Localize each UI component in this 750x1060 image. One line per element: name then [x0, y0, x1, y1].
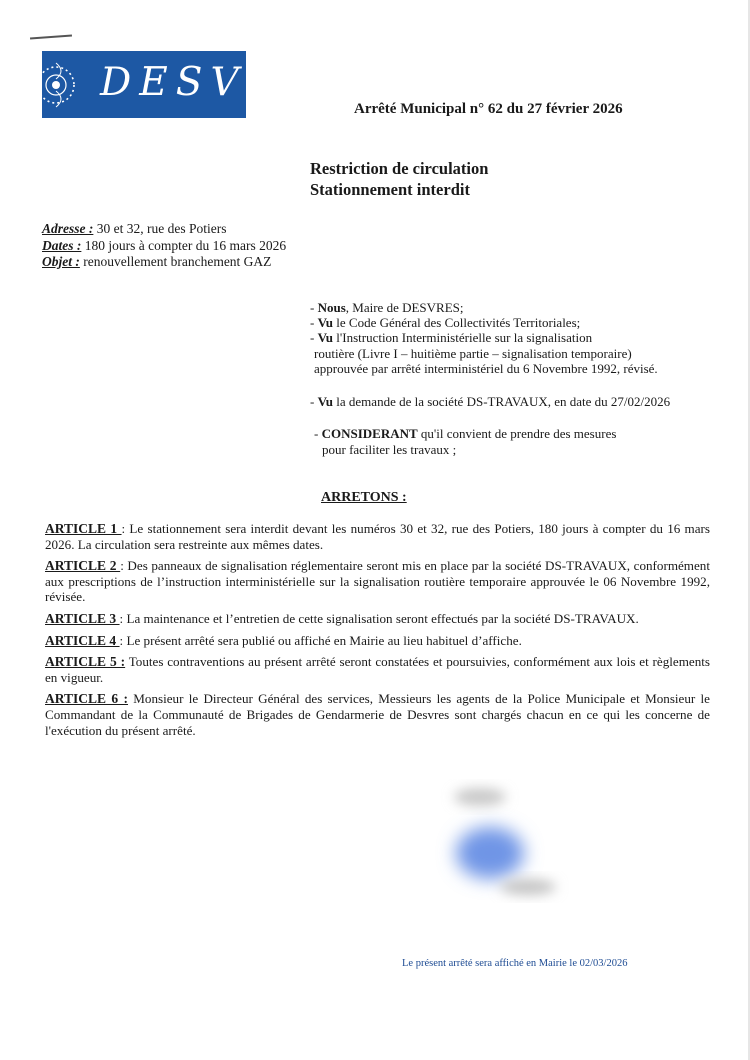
vu2-text: l'Instruction Interministérielle sur la signalisation	[333, 330, 593, 345]
consideration-considerant	[314, 426, 616, 457]
consideration-nous	[310, 300, 464, 316]
nous-prefix: -	[310, 300, 318, 315]
objet-value: renouvellement branchement GAZ	[79, 254, 272, 269]
adresse-label: Adresse :	[42, 221, 94, 236]
article-2	[45, 558, 710, 605]
article-label: ARTICLE 6 :	[45, 691, 129, 707]
consideration-vu-3	[310, 394, 670, 410]
article-label: ARTICLE 2	[45, 558, 121, 574]
blurred-signature-stamp	[432, 775, 582, 915]
article-label: ARTICLE 5 :	[45, 654, 126, 670]
nous-text: , Maire de DESVRES;	[345, 300, 464, 315]
objet-label: Objet :	[42, 254, 80, 269]
vu1-keyword: Vu	[317, 315, 334, 330]
title-line-2: Stationnement interdit	[310, 180, 470, 199]
article-text: Toutes contraventions au présent arrêté seront constatées et poursuivies, conformément aux lois et règlements en vigueur.	[45, 654, 710, 685]
article-label: ARTICLE 1	[45, 521, 122, 536]
vu2-keyword: Vu	[317, 330, 334, 345]
article-1	[45, 521, 710, 552]
cons-text: qu'il convient de prendre des mesures	[417, 426, 617, 441]
vu1-text: le Code Général des Collectivités Territoriales;	[333, 315, 581, 330]
article-5	[45, 654, 710, 685]
meta-dates	[42, 238, 286, 255]
title-line-1: Restriction de circulation	[310, 159, 489, 178]
meta-block	[42, 221, 286, 271]
article-6	[45, 691, 710, 738]
vu3-keyword: Vu	[317, 394, 334, 409]
adresse-value: 30 et 32, rue des Potiers	[93, 221, 227, 236]
dates-value: 180 jours à compter du 16 mars 2026	[81, 237, 287, 253]
logo-wordmark: DESVRES	[100, 60, 356, 105]
vu3-text: la demande de la société DS-TRAVAUX, en date du 27/02/2026	[333, 394, 671, 409]
article-4	[45, 633, 710, 649]
cons-keyword: CONSIDERANT	[321, 426, 418, 441]
nous-keyword: Nous	[317, 300, 346, 315]
vu3-prefix: -	[310, 394, 318, 409]
vu2-prefix: -	[310, 330, 318, 345]
vu2-line-2: routière (Livre I – huitième partie – signalisation temporaire)	[314, 345, 632, 361]
consideration-vu-2	[310, 330, 658, 377]
vu1-prefix: -	[310, 315, 318, 330]
desvres-logo	[42, 51, 356, 118]
article-3	[45, 611, 710, 627]
article-text: Monsieur le Directeur Général des services, Messieurs les agents de la Police Municipale et Monsieur le Commandant de la Communauté de Brigades de Gendarmerie de Desvres sont chargés chacun en ce qui les concerne de l'exécution du présent arrêté.	[45, 691, 710, 738]
article-text: : La maintenance et l’entretien de cette signalisation seront effectués par la société DS-TRAVAUX.	[119, 610, 639, 626]
article-label: ARTICLE 3	[45, 610, 120, 626]
article-text: : Le présent arrêté sera publié ou affiché en Mairie au lieu habituel d’affiche.	[119, 632, 522, 648]
cons-prefix: -	[314, 426, 322, 441]
cons-line-2: pour faciliter les travaux ;	[322, 441, 457, 457]
consideration-vu-1	[310, 315, 580, 331]
article-text: : Le stationnement sera interdit devant les numéros 30 et 32, rue des Potiers, 180 jours à compter du 16 mars 2026. La circulation sera restreinte aux mêmes dates.	[45, 521, 711, 552]
articles-list	[45, 521, 710, 744]
meta-objet	[42, 254, 286, 271]
vu2-line-3: approuvée par arrêté interministériel du 6 Novembre 1992, révisé.	[314, 361, 658, 376]
dates-label: Dates :	[42, 237, 82, 253]
pen-mark	[30, 35, 72, 40]
article-text: : Des panneaux de signalisation réglementaire seront mis en place par la société DS-TRAVAUX, conformément aux prescriptions de l’instruction interministérielle sur la signalisation routière temporaire approuvée le 06 Novembre 1992, révisée.	[45, 558, 710, 605]
arrete-reference: Arrêté Municipal n° 62 du 27 février 2026	[354, 101, 623, 117]
article-label: ARTICLE 4	[45, 632, 120, 648]
display-notice: Le présent arrêté sera affiché en Mairie le 02/03/2026	[402, 958, 628, 969]
meta-adresse	[42, 221, 286, 238]
document-title	[310, 158, 488, 200]
arretons-heading: ARRETONS :	[321, 490, 407, 505]
